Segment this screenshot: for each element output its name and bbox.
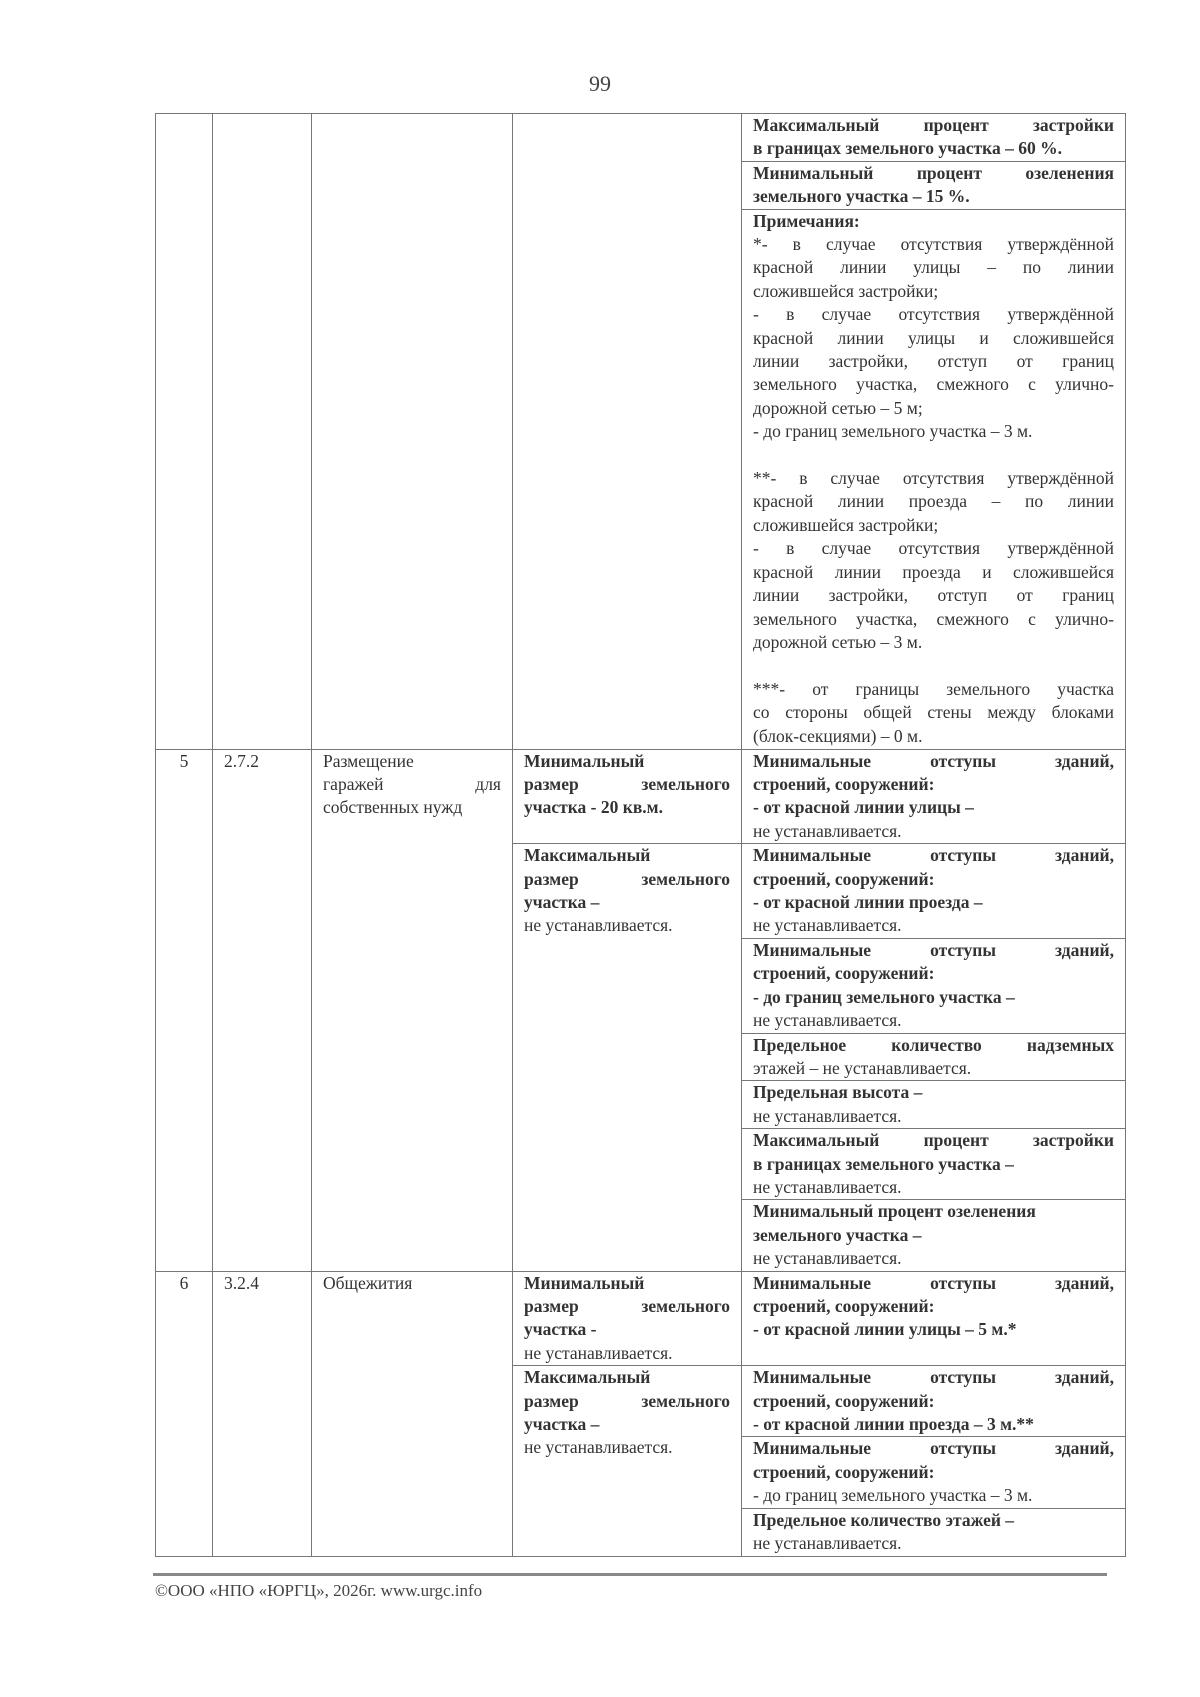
param-line: не устанавливается.: [753, 915, 902, 936]
note-line: сложившейся застройки;: [753, 514, 939, 535]
param-line: Максимальный процент застройки: [753, 1130, 1114, 1151]
param-line: в границах земельного участка – 60 %.: [753, 138, 1062, 159]
row5-size-max: [513, 844, 742, 1271]
size-line: размер земельного: [524, 868, 730, 889]
param-line: земельного участка –: [753, 1224, 922, 1245]
param-line: - до границ земельного участка – 3 м.: [753, 1485, 1033, 1506]
param-line: - от красной линии проезда – 3 м.**: [753, 1414, 1034, 1434]
size-line: участка -: [524, 1319, 597, 1340]
size-line: Минимальный: [524, 750, 645, 771]
param-line: в границах земельного участка –: [753, 1153, 1014, 1174]
param-line: Минимальный процент озеленения: [753, 162, 1114, 183]
row5-param-7: [742, 1200, 1126, 1271]
row6-param-4: [742, 1508, 1126, 1556]
param-line: строений, сооружений:: [753, 1461, 935, 1482]
row5-param-3: [742, 938, 1126, 1033]
note-line: сложившейся застройки;: [753, 280, 939, 301]
size-line: размер земельного: [524, 774, 730, 795]
regulations-table: [155, 113, 1126, 1557]
param-line: строений, сооружений:: [753, 963, 935, 984]
param-min-greening: [742, 161, 1126, 209]
row5-code: 2.7.2: [213, 749, 312, 1271]
size-line: не устанавливается.: [524, 1342, 673, 1363]
note-line: - в случае отсутствия утверждённой: [753, 304, 1114, 325]
param-line: Предельная высота –: [753, 1082, 923, 1103]
param-line: не устанавливается.: [753, 820, 902, 841]
row6-code: 3.2.4: [213, 1271, 312, 1556]
param-line: Минимальные отступы зданий,: [753, 1272, 1114, 1293]
param-line: не устанавливается.: [753, 1248, 902, 1269]
param-line: земельного участка – 15 %.: [753, 186, 970, 207]
note-spacer: [753, 654, 1114, 677]
row6-name: [312, 1271, 513, 1556]
param-line: строений, сооружений:: [753, 774, 935, 795]
param-line: не устанавливается.: [753, 1105, 902, 1126]
note-line: (блок-секциями) – 0 м.: [753, 725, 923, 746]
size-line: не устанавливается.: [524, 1437, 673, 1458]
footer-copyright: ©ООО «НПО «ЮРГЦ», 2026г. www.urgc.info: [155, 1581, 483, 1600]
cell-num-cont: [156, 114, 213, 750]
size-line: участка - 20 кв.м.: [524, 797, 663, 818]
size-line: размер земельного: [524, 1295, 730, 1316]
note-line: дорожной сетью – 5 м;: [753, 397, 923, 418]
param-line: строений, сооружений:: [753, 1390, 935, 1411]
param-line: Минимальные отступы зданий,: [753, 1367, 1114, 1388]
size-line: Минимальный: [524, 1272, 645, 1293]
param-line: Максимальный процент застройки: [753, 115, 1114, 135]
note-line: *- в случае отсутствия утверждённой: [753, 234, 1114, 255]
row5-number: 5: [156, 749, 213, 1271]
param-line: строений, сооружений:: [753, 868, 935, 889]
param-line: Предельное количество надземных: [753, 1034, 1114, 1055]
row5-param-4: [742, 1033, 1126, 1081]
name-line: гаражей для: [323, 774, 501, 795]
param-line: - до границ земельного участка –: [753, 986, 1015, 1007]
note-line: земельного участка, смежного с улично-: [753, 608, 1114, 629]
row6-size-min: [513, 1271, 742, 1366]
note-line: красной линии проезда – по линии: [753, 491, 1114, 512]
row6-param-1: [742, 1271, 1126, 1366]
param-line: Минимальные отступы зданий,: [753, 1438, 1114, 1459]
note-line: ***- от границы земельного участка: [753, 678, 1114, 699]
note-line: линии застройки, отступ от границ: [753, 585, 1114, 606]
size-line: участка –: [524, 1414, 600, 1434]
param-line: этажей – не устанавливается.: [753, 1057, 972, 1078]
cell-name-cont: [312, 114, 513, 750]
size-line: участка –: [524, 892, 600, 913]
footer-rule: [153, 1573, 1107, 1576]
param-line: - от красной линии улицы – 5 м.*: [753, 1319, 1017, 1340]
row5-size-min: [513, 749, 742, 844]
row6-param-2: [742, 1366, 1126, 1437]
name-line: собственных нужд: [323, 797, 463, 818]
size-line: размер земельного: [524, 1390, 730, 1411]
param-line: не устанавливается.: [753, 1176, 902, 1197]
cell-code-cont: [213, 114, 312, 750]
param-line: строений, сооружений:: [753, 1295, 935, 1316]
note-spacer: [753, 444, 1114, 467]
note-line: красной линии улицы – по линии: [753, 257, 1114, 278]
page-number: 99: [589, 71, 611, 96]
size-line: не устанавливается.: [524, 915, 673, 936]
param-line: Минимальные отступы зданий,: [753, 750, 1114, 771]
param-line: Минимальный процент озеленения: [753, 1201, 1036, 1222]
row5-name: [312, 749, 513, 1271]
row5-param-1: [742, 749, 1126, 844]
notes-cell: [742, 209, 1126, 749]
note-line: со стороны общей стены между блоками: [753, 702, 1114, 723]
row5-param-6: [742, 1129, 1126, 1200]
param-line: Минимальные отступы зданий,: [753, 845, 1114, 866]
row5-param-5: [742, 1081, 1126, 1129]
note-line: дорожной сетью – 3 м.: [753, 631, 923, 652]
row6-size-max: [513, 1366, 742, 1556]
param-line: не устанавливается.: [753, 1533, 902, 1554]
name-line: Общежития: [323, 1272, 413, 1293]
param-line: Минимальные отступы зданий,: [753, 939, 1114, 960]
param-line: Предельное количество этажей –: [753, 1509, 1015, 1530]
note-line: красной линии проезда и сложившейся: [753, 561, 1114, 582]
row5-param-2: [742, 844, 1126, 939]
note-line: красной линии улицы и сложившейся: [753, 327, 1114, 348]
param-line: - от красной линии улицы –: [753, 797, 974, 818]
size-line: Максимальный: [524, 845, 651, 866]
cell-size-cont: [513, 114, 742, 750]
param-max-coverage: [742, 114, 1126, 162]
size-line: Максимальный: [524, 1367, 651, 1388]
param-line: - от красной линии проезда –: [753, 892, 983, 913]
row6-param-3: [742, 1437, 1126, 1508]
note-line: линии застройки, отступ от границ: [753, 351, 1114, 372]
note-line: **- в случае отсутствия утверждённой: [753, 468, 1114, 489]
param-line: не устанавливается.: [753, 1010, 902, 1031]
name-line: Размещение: [323, 750, 414, 771]
notes-title: Примечания:: [753, 210, 860, 231]
note-line: - до границ земельного участка – 3 м.: [753, 421, 1033, 442]
note-line: - в случае отсутствия утверждённой: [753, 538, 1114, 559]
note-line: земельного участка, смежного с улично-: [753, 374, 1114, 395]
row6-number: 6: [156, 1271, 213, 1556]
